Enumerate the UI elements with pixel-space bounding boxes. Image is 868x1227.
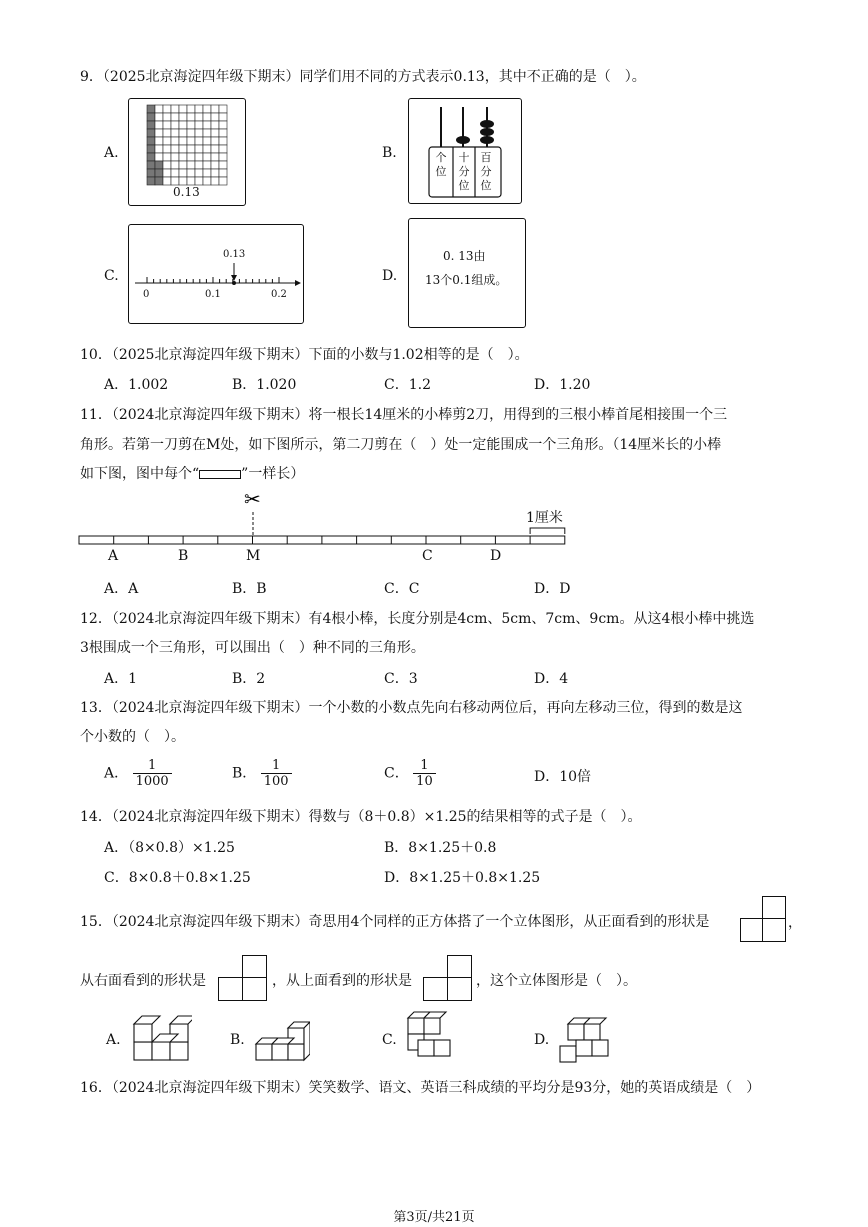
q10-stem: 10．（2025北京海淀四年级下期末）下面的小数与1.02相等的是（ ）。 bbox=[80, 347, 529, 363]
top-view-square bbox=[447, 977, 472, 1001]
q14-option-d[interactable]: D．8×1.25＋0.8×1.25 bbox=[384, 870, 541, 886]
grid-cell bbox=[163, 113, 171, 121]
grid-cell bbox=[147, 169, 155, 177]
q11-line3 bbox=[80, 463, 304, 483]
grid-cell bbox=[211, 129, 219, 137]
q10-option-b[interactable]: B．1.020 bbox=[232, 377, 297, 393]
grid-cell bbox=[195, 161, 203, 169]
q15-line2-c: ，这个立体图形是（ ）。 bbox=[476, 973, 637, 989]
grid-cell bbox=[147, 113, 155, 121]
frac-num: 1 bbox=[420, 758, 429, 773]
grid-cell bbox=[219, 177, 227, 185]
q14-option-a[interactable]: A．（8×0.8）×1.25 bbox=[104, 840, 235, 856]
grid-cell bbox=[219, 121, 227, 129]
q9-abacus-figure bbox=[408, 98, 522, 204]
q9-d-line1: 0. 13由 bbox=[443, 249, 486, 263]
grid-cell bbox=[155, 145, 163, 153]
grid-cell bbox=[195, 113, 203, 121]
q13-d-text: 10倍 bbox=[559, 769, 592, 785]
grid-cell bbox=[163, 145, 171, 153]
grid-cell bbox=[203, 169, 211, 177]
cube-figure-b-icon bbox=[254, 1012, 310, 1064]
q9-option-a-label: A. bbox=[104, 145, 119, 161]
q10-option-c[interactable]: C．1.2 bbox=[384, 377, 431, 393]
grid-cell bbox=[219, 169, 227, 177]
grid-cell bbox=[187, 145, 195, 153]
frac-den: 100 bbox=[261, 773, 292, 789]
grid-cell bbox=[211, 121, 219, 129]
grid-cell bbox=[179, 153, 187, 161]
grid-cell bbox=[219, 113, 227, 121]
grid-cell bbox=[163, 137, 171, 145]
top-view-square bbox=[423, 977, 449, 1001]
grid-cell bbox=[187, 153, 195, 161]
grid-cell bbox=[187, 129, 195, 137]
grid-cell bbox=[163, 105, 171, 113]
grid-cell bbox=[171, 153, 179, 161]
front-view-square bbox=[762, 918, 786, 942]
point-a: A bbox=[108, 548, 119, 564]
grid-cell bbox=[155, 129, 163, 137]
grid-cell bbox=[195, 145, 203, 153]
grid-cell bbox=[219, 129, 227, 137]
grid-cell bbox=[147, 121, 155, 129]
grid-cell bbox=[203, 153, 211, 161]
grid-cell bbox=[179, 137, 187, 145]
grid-cell bbox=[203, 105, 211, 113]
grid-cell bbox=[147, 161, 155, 169]
q9-stem: 9．（2025北京海淀四年级下期末）同学们用不同的方式表示0.13，其中不正确的是（ ）。 bbox=[80, 69, 646, 85]
right-view-square bbox=[242, 955, 267, 979]
grid-cell bbox=[171, 129, 179, 137]
grid-cell bbox=[163, 161, 171, 169]
q13-line2: 个小数的（ ）。 bbox=[80, 729, 185, 745]
grid-cell bbox=[195, 153, 203, 161]
q12-option-b[interactable]: B．2 bbox=[232, 671, 266, 687]
grid-cell bbox=[179, 145, 187, 153]
grid-cell bbox=[171, 121, 179, 129]
fraction-1-10 bbox=[413, 758, 436, 789]
right-view-square bbox=[218, 977, 244, 1001]
frac-num: 1 bbox=[147, 758, 157, 773]
grid-cell bbox=[171, 105, 179, 113]
grid-cell bbox=[195, 177, 203, 185]
q15-option-b[interactable]: B. bbox=[230, 1032, 245, 1048]
q9-option-c-label: C. bbox=[104, 268, 119, 284]
grid-cell bbox=[203, 177, 211, 185]
q15-option-a[interactable]: A. bbox=[106, 1032, 121, 1048]
abacus-col-tenths: 十分位 bbox=[458, 151, 470, 192]
grid-cell bbox=[195, 129, 203, 137]
front-view-square bbox=[740, 918, 764, 942]
grid-cell bbox=[219, 161, 227, 169]
grid-cell bbox=[147, 153, 155, 161]
grid-cell bbox=[163, 177, 171, 185]
grid-cell bbox=[187, 121, 195, 129]
grid-cell bbox=[147, 137, 155, 145]
cube-figure-d-icon bbox=[558, 1010, 612, 1064]
grid-cell bbox=[187, 177, 195, 185]
abacus-col-ones: 个位 bbox=[435, 151, 447, 178]
numberline-arrowhead bbox=[295, 280, 301, 286]
q11-line3-post: ”一样长） bbox=[241, 466, 305, 482]
front-view-square bbox=[762, 896, 786, 920]
grid-cell bbox=[155, 113, 163, 121]
grid-cell bbox=[211, 105, 219, 113]
grid-cell bbox=[211, 169, 219, 177]
q13-line1: 13．（2024北京海淀四年级下期末）一个小数的小数点先向右移动两位后，再向左移动三位，得到的数是这 bbox=[80, 700, 743, 716]
grid-cell bbox=[155, 137, 163, 145]
q13-option-d[interactable] bbox=[534, 766, 591, 786]
q13-option-b[interactable] bbox=[232, 758, 292, 789]
grid-cell bbox=[163, 153, 171, 161]
grid-cell bbox=[179, 169, 187, 177]
q14-stem: 14．（2024北京海淀四年级下期末）得数与（8＋0.8）×1.25的结果相等的式子是（ ）。 bbox=[80, 809, 642, 825]
grid-cell bbox=[219, 145, 227, 153]
grid-cell bbox=[187, 161, 195, 169]
q14-option-c[interactable]: C．8×0.8＋0.8×1.25 bbox=[104, 870, 251, 886]
q12-option-c[interactable]: C．3 bbox=[384, 671, 418, 687]
grid-cell bbox=[179, 129, 187, 137]
grid-cell bbox=[147, 105, 155, 113]
grid-cell bbox=[187, 137, 195, 145]
grid-cell bbox=[163, 129, 171, 137]
grid-cell bbox=[163, 169, 171, 177]
grid-cell bbox=[187, 105, 195, 113]
grid-cell bbox=[195, 105, 203, 113]
grid-cell bbox=[179, 177, 187, 185]
grid-cell bbox=[147, 145, 155, 153]
grid-cell bbox=[195, 121, 203, 129]
grid-cell bbox=[155, 153, 163, 161]
grid-cell bbox=[203, 113, 211, 121]
q13-option-a[interactable] bbox=[104, 758, 172, 789]
q15-option-d[interactable]: D. bbox=[534, 1032, 550, 1048]
numberline-tick-2: 0.2 bbox=[271, 289, 287, 300]
q14-option-b[interactable]: B．8×1.25＋0.8 bbox=[384, 840, 497, 856]
point-d: D bbox=[490, 548, 502, 564]
fraction-1-1000 bbox=[133, 758, 172, 789]
grid-cell bbox=[171, 137, 179, 145]
grid-cell bbox=[211, 113, 219, 121]
q10-option-a[interactable]: A．1.002 bbox=[104, 377, 169, 393]
numberline-arrow-label: 0.13 bbox=[223, 249, 246, 260]
grid-cell bbox=[219, 137, 227, 145]
top-view-square bbox=[447, 955, 472, 979]
q12-option-d[interactable]: D．4 bbox=[534, 671, 569, 687]
grid-cell bbox=[155, 177, 163, 185]
frac-den: 1000 bbox=[133, 773, 172, 789]
q9-option-b-label: B. bbox=[382, 145, 397, 161]
page-footer: 第3页/共21页 bbox=[393, 1210, 475, 1225]
grid-cell bbox=[171, 177, 179, 185]
q13-option-c[interactable] bbox=[384, 758, 436, 789]
q9-numberline-figure bbox=[128, 224, 304, 324]
cube-figure-a-icon bbox=[132, 1012, 192, 1064]
q11-line2: 角形。若第一刀剪在M处，如下图所示，第二刀剪在（ ）处一定能围成一个三角形。（14厘米长的小棒 bbox=[80, 437, 722, 453]
grid-cell bbox=[203, 137, 211, 145]
grid-cell bbox=[219, 105, 227, 113]
q13-a-letter: A． bbox=[104, 765, 129, 782]
grid-cell bbox=[203, 129, 211, 137]
grid-cell bbox=[211, 161, 219, 169]
q9-d-line2: 13个0.1组成。 bbox=[425, 273, 508, 287]
numberline-tick-0: 0 bbox=[143, 289, 150, 300]
grid-cell bbox=[155, 105, 163, 113]
cube-figure-c-icon bbox=[404, 1010, 454, 1064]
grid-cell bbox=[195, 169, 203, 177]
q15-line1-end: ， bbox=[788, 915, 802, 931]
grid-cell bbox=[171, 161, 179, 169]
grid-cell bbox=[155, 161, 163, 169]
grid-cell bbox=[179, 105, 187, 113]
q13-b-letter: B． bbox=[232, 765, 257, 782]
unit-bracket bbox=[530, 528, 565, 534]
grid-cell bbox=[147, 129, 155, 137]
q15-line1: 15．（2024北京海淀四年级下期末）奇思用4个同样的正方体搭了一个立体图形，从正面看到的形状是 bbox=[80, 914, 710, 930]
q9-option-d-label: D. bbox=[382, 268, 398, 284]
grid-cell bbox=[179, 121, 187, 129]
point-m: M bbox=[246, 548, 261, 564]
grid-cell bbox=[147, 177, 155, 185]
q11-line1: 11．（2024北京海淀四年级下期末）将一根长14厘米的小棒剪2刀，用得到的三根小棒首尾相接围一个三 bbox=[80, 407, 728, 423]
q11-option-b[interactable]: B．B bbox=[232, 581, 267, 597]
grid-cell bbox=[187, 169, 195, 177]
grid-cell bbox=[211, 177, 219, 185]
grid-cell bbox=[171, 145, 179, 153]
frac-den: 10 bbox=[413, 773, 436, 789]
point-b: B bbox=[178, 548, 189, 564]
number-line bbox=[129, 225, 303, 323]
grid-cell bbox=[155, 121, 163, 129]
grid-cell bbox=[179, 161, 187, 169]
grid-cell bbox=[203, 161, 211, 169]
fraction-1-100 bbox=[261, 758, 292, 789]
frac-num: 1 bbox=[272, 758, 281, 773]
grid-cell bbox=[187, 113, 195, 121]
q13-c-letter: C． bbox=[384, 765, 409, 782]
grid-cell bbox=[211, 137, 219, 145]
grid-cell bbox=[163, 121, 171, 129]
q15-line2-a: 从右面看到的形状是 bbox=[80, 973, 206, 989]
abacus-col-hundredths: 百分位 bbox=[480, 151, 492, 192]
grid-cell bbox=[179, 113, 187, 121]
q9-grid-caption: 0.13 bbox=[173, 185, 200, 199]
q9-text-figure bbox=[408, 218, 526, 328]
q9-grid-figure bbox=[128, 98, 246, 206]
grid-cell bbox=[203, 145, 211, 153]
q15-option-c[interactable]: C. bbox=[382, 1032, 397, 1048]
q11-option-c[interactable]: C．C bbox=[384, 581, 420, 597]
point-c: C bbox=[422, 548, 433, 564]
q12-option-a[interactable]: A．1 bbox=[104, 671, 138, 687]
grid-cell bbox=[171, 169, 179, 177]
q13-d-letter: D． bbox=[534, 769, 560, 785]
q10-option-d[interactable]: D．1.20 bbox=[534, 377, 591, 393]
q16-stem: 16．（2024北京海淀四年级下期末）笑笑数学、语文、英语三科成绩的平均分是93分，她的英语成绩是（ ） bbox=[80, 1080, 761, 1096]
grid-cell bbox=[155, 169, 163, 177]
scissors-icon: ✂ bbox=[244, 487, 261, 511]
grid-cell bbox=[219, 153, 227, 161]
q12-line2: 3根围成一个三角形，可以围出（ ）种不同的三角形。 bbox=[80, 640, 425, 656]
q12-line1: 12．（2024北京海淀四年级下期末）有4根小棒，长度分别是4cm、5cm、7cm、9cm。从这4根小棒中挑选 bbox=[80, 611, 755, 627]
q11-line3-pre: 如下图，图中每个“ bbox=[80, 466, 200, 482]
grid-cell bbox=[211, 145, 219, 153]
grid-cell bbox=[171, 113, 179, 121]
numberline-point bbox=[232, 281, 236, 285]
grid-cell bbox=[195, 137, 203, 145]
q15-line2-b: ，从上面看到的形状是 bbox=[272, 973, 412, 989]
q11-option-d[interactable]: D．D bbox=[534, 581, 571, 597]
right-view-square bbox=[242, 977, 267, 1001]
unit-segment-icon bbox=[199, 470, 241, 479]
numberline-tick-1: 0.1 bbox=[205, 289, 221, 300]
unit-label: 1厘米 bbox=[526, 510, 563, 526]
grid-cell bbox=[203, 121, 211, 129]
grid-cell bbox=[211, 153, 219, 161]
q11-option-a[interactable]: A．A bbox=[104, 581, 139, 597]
